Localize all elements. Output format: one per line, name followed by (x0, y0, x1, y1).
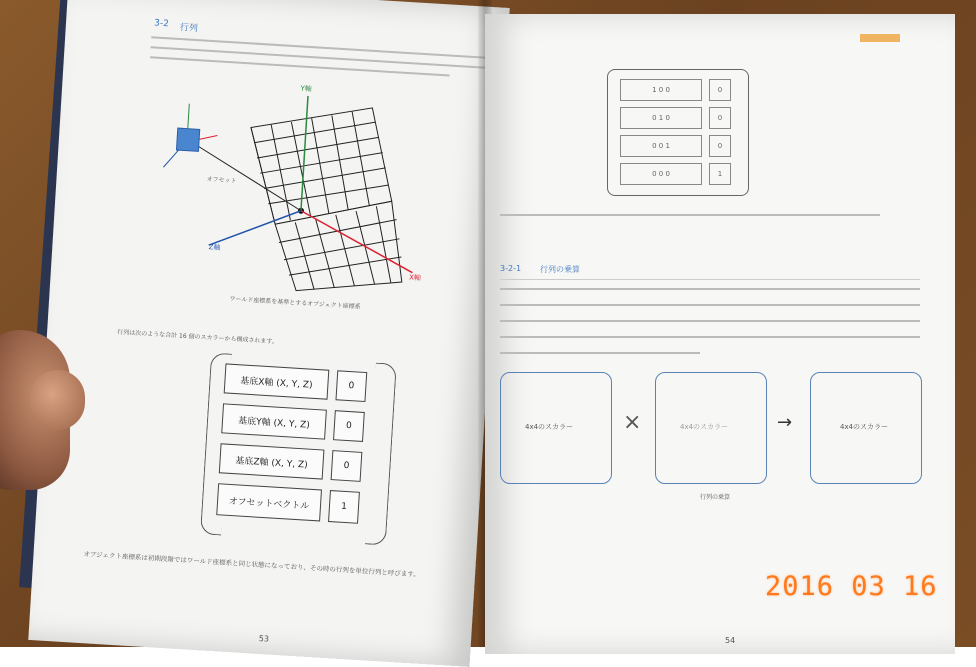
body-text-line (500, 288, 920, 290)
date-stamp: 2016 03 16 (765, 571, 938, 602)
matrix-row-value: 0 (335, 370, 367, 402)
thumb (30, 370, 85, 430)
identity-row-value: 0 (709, 79, 731, 101)
identity-row-value: 0 (709, 135, 731, 157)
matrix-row-label: オフセットベクトル (216, 483, 322, 521)
section-number: 3-2 (153, 18, 170, 30)
page-tab-mark (860, 34, 900, 42)
right-page (485, 14, 955, 654)
z-axis-label: Z軸 (208, 243, 221, 252)
identity-row-cells: 1 0 0 (620, 79, 702, 101)
body-text-line (151, 46, 490, 69)
body-text-line (500, 352, 700, 354)
matrix-intro: 行列は次のような合計 16 個のスカラーから構成されます。 (116, 328, 279, 346)
section-title: 行列 (179, 23, 199, 35)
matrix-right-brace (365, 363, 397, 546)
matrix-operand-left-label: 4x4のスカラー (525, 423, 574, 431)
y-axis-label: Y軸 (300, 84, 312, 94)
section-rule (500, 279, 920, 280)
matrix-row-label: 基底X軸 (X, Y, Z) (224, 363, 330, 399)
page-number-right: 54 (725, 636, 736, 645)
identity-row-cells: 0 0 1 (620, 135, 702, 157)
matrix-result-label: 4x4のスカラー (840, 423, 889, 431)
identity-row-value: 0 (709, 107, 731, 129)
matrix-row-label: 基底Z軸 (X, Y, Z) (219, 443, 325, 479)
body-text-line (500, 214, 880, 216)
x-axis-label: X軸 (408, 273, 422, 283)
body-text-line (500, 320, 920, 322)
matrix-row-value: 0 (333, 410, 365, 442)
identity-row-cells: 0 0 0 (620, 163, 702, 185)
diagram-caption: ワールド座標系を基準とするオブジェクト座標系 (229, 295, 361, 311)
footer-text: オブジェクト座標系は初期段階ではワールド座標系と同じ状態になっており、その時の行列を単位行列と呼びます。 (83, 550, 420, 579)
subsection-number: 3-2-1 (500, 264, 522, 273)
matrix-row-value: 0 (331, 450, 363, 482)
page-number-left: 53 (258, 633, 270, 644)
left-page (28, 0, 509, 667)
matrix-row-value: 1 (328, 490, 360, 524)
multiplication-caption: 行列の乗算 (700, 494, 731, 501)
subsection-title: 行列の乗算 (540, 265, 580, 274)
offset-label: オフセット (206, 175, 237, 185)
result-arrow: → (777, 412, 793, 433)
body-text-line (150, 56, 450, 76)
matrix-row-label: 基底Y軸 (X, Y, Z) (221, 403, 327, 439)
multiply-sign: × (623, 410, 642, 435)
body-text-line (151, 36, 490, 59)
body-text-line (500, 336, 920, 338)
identity-row-value: 1 (709, 163, 731, 185)
identity-row-cells: 0 1 0 (620, 107, 702, 129)
matrix-operand-right-label: 4x4のスカラー (680, 423, 729, 431)
body-text-line (500, 304, 920, 306)
coordinate-diagram (146, 77, 448, 304)
